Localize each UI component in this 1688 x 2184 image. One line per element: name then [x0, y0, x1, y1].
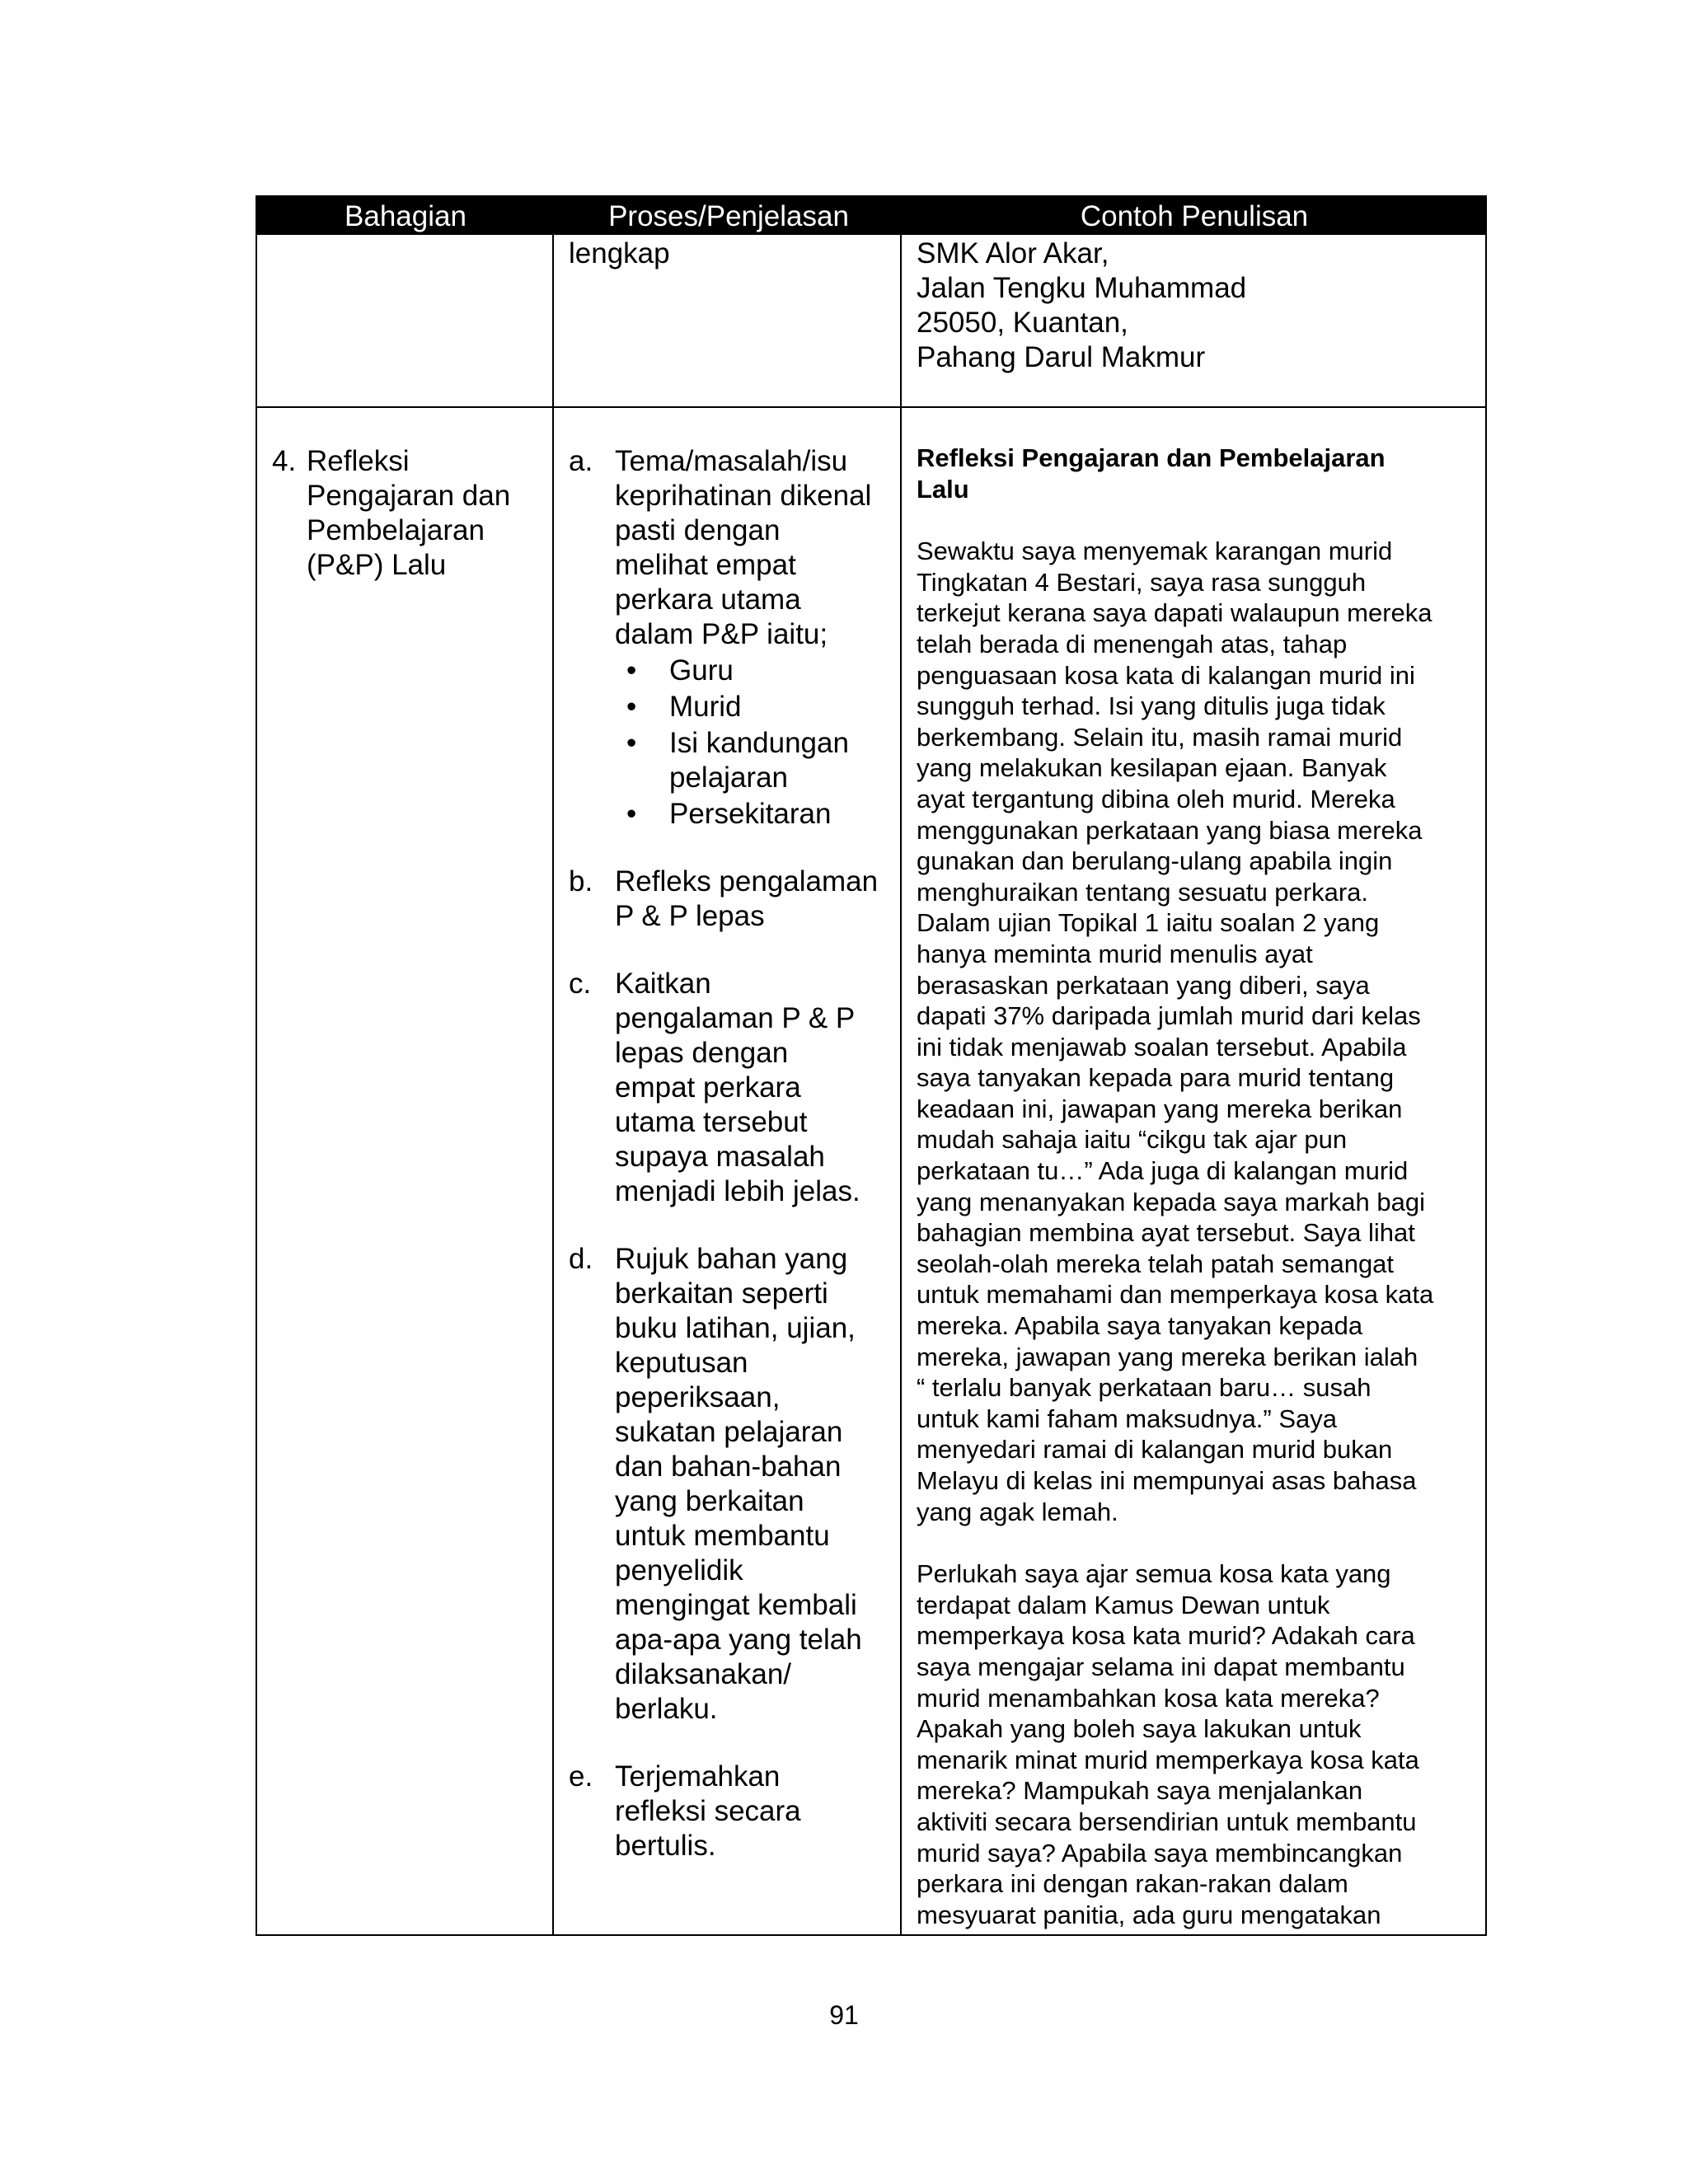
text-line: keadaan ini, jawapan yang mereka berikan	[917, 1094, 1403, 1123]
process-item-a	[569, 444, 892, 832]
text-line: empat perkara	[615, 1071, 801, 1104]
text-line: ayat tergantung dibina oleh murid. Mereka	[917, 784, 1395, 813]
bullet-text: Murid	[669, 691, 742, 723]
row1-col3-address	[917, 237, 1246, 375]
bullet-item	[615, 726, 892, 795]
bullet-item	[615, 654, 892, 688]
text-line: Pembelajaran	[307, 514, 485, 546]
page-number: 91	[829, 2000, 859, 2030]
text-line: dilaksanakan/	[615, 1658, 792, 1690]
bullet-text: pelajaran	[669, 762, 788, 794]
example-paragraph-1	[917, 536, 1477, 1527]
column-divider	[552, 197, 554, 1934]
text-line: menggunakan perkataan yang biasa mereka	[917, 815, 1423, 845]
text-line: Sewaktu saya menyemak karangan murid	[917, 537, 1393, 566]
text-line: lengkap	[569, 237, 670, 269]
process-item-b	[569, 865, 892, 934]
address-line: Pahang Darul Makmur	[917, 341, 1206, 373]
text-line: menarik minat murid memperkaya kosa kata	[917, 1745, 1419, 1774]
item-label: c.	[569, 968, 592, 1000]
text-line: supaya masalah	[615, 1141, 825, 1173]
title-line: Refleksi Pengajaran dan Pembelajaran	[917, 443, 1386, 472]
text-line: berkaitan seperti	[615, 1277, 828, 1310]
bullet-text: Persekitaran	[669, 798, 832, 830]
item-label: e.	[569, 1760, 593, 1793]
address-line: SMK Alor Akar,	[917, 237, 1109, 269]
text-line: pasti dengan	[615, 514, 781, 546]
item-label: b.	[569, 865, 593, 898]
text-line: perkara ini dengan rakan-rakan dalam	[917, 1869, 1348, 1899]
text-line: bahagian membina ayat tersebut. Saya lihat	[917, 1218, 1415, 1248]
section-number: 4.	[272, 445, 297, 477]
row2-col3-contoh	[917, 443, 1477, 1930]
bullet-text: Isi kandungan	[669, 727, 849, 759]
example-paragraph-2	[917, 1558, 1477, 1930]
text-line: memperkaya kosa kata murid? Adakah cara	[917, 1621, 1415, 1651]
text-line: sungguh terhad. Isi yang ditulis juga tidak	[917, 691, 1386, 721]
text-line: berlaku.	[615, 1693, 718, 1725]
spacer	[569, 1727, 892, 1760]
text-line: “ terlalu banyak perkataan baru… susah	[917, 1373, 1372, 1403]
text-line: hanya meminta murid menulis ayat	[917, 939, 1313, 968]
text-line: dalam P&P iaitu;	[615, 618, 828, 650]
text-line: keputusan	[615, 1347, 748, 1379]
text-line: bertulis.	[615, 1830, 716, 1862]
spacer	[569, 934, 892, 967]
text-line: Terjemahkan	[615, 1760, 781, 1793]
text-line: mengingat kembali	[615, 1589, 857, 1621]
text-line: Tingkatan 4 Bestari, saya rasa sungguh	[917, 567, 1367, 597]
text-line: untuk membantu	[615, 1520, 830, 1552]
bullet-item	[615, 690, 892, 724]
method-table	[256, 195, 1487, 1936]
text-line: yang melakukan kesilapan ejaan. Banyak	[917, 753, 1387, 783]
text-line: untuk kami faham maksudnya.” Saya	[917, 1404, 1338, 1433]
text-line: Kaitkan	[615, 968, 711, 1000]
text-line: ini tidak menjawab soalan tersebut. Apabila	[917, 1032, 1407, 1062]
bullet-icon: •	[626, 654, 637, 687]
address-line: 25050, Kuantan,	[917, 307, 1128, 339]
text-line: buku latihan, ujian,	[615, 1312, 856, 1344]
text-line: menghuraikan tentang sesuatu perkara.	[917, 877, 1369, 907]
header-contoh-penulisan: Contoh Penulisan	[1080, 200, 1309, 232]
text-line: melihat empat	[615, 549, 796, 581]
address-line: Jalan Tengku Muhammad	[917, 272, 1247, 304]
text-line: utama tersebut	[615, 1106, 808, 1138]
process-item-c	[569, 967, 892, 1209]
text-line: saya tanyakan kepada para murid tentang	[917, 1063, 1395, 1093]
row2-col1-bahagian	[272, 444, 510, 583]
spacer	[917, 1527, 1477, 1558]
text-line: berasaskan perkataan yang diberi, saya	[917, 970, 1370, 1000]
text-line: Refleksi	[307, 445, 410, 477]
bullet-text: Guru	[669, 654, 734, 687]
text-line: mesyuarat panitia, ada guru mengatakan	[917, 1900, 1381, 1929]
text-line: menjadi lebih jelas.	[615, 1175, 860, 1207]
item-label: a.	[569, 445, 593, 477]
text-line: Perlukah saya ajar semua kosa kata yang	[917, 1559, 1391, 1589]
text-line: peperiksaan,	[615, 1381, 781, 1413]
header-proses-penjelasan: Proses/Penjelasan	[608, 200, 849, 232]
text-line: Melayu di kelas ini mempunyai asas bahasa	[917, 1466, 1417, 1495]
text-line: gunakan dan berulang-ulang apabila ingin	[917, 846, 1393, 876]
item-label: d.	[569, 1243, 593, 1275]
text-line: mereka, jawapan yang mereka berikan ialah	[917, 1342, 1418, 1371]
text-line: aktiviti secara bersendirian untuk membantu	[917, 1807, 1417, 1836]
bullet-icon: •	[626, 798, 637, 830]
text-line: saya mengajar selama ini dapat membantu	[917, 1652, 1405, 1681]
text-line: yang agak lemah.	[917, 1497, 1118, 1526]
text-line: Tema/masalah/isu	[615, 445, 848, 477]
process-item-e	[569, 1760, 892, 1863]
text-line: telah berada di menengah atas, tahap	[917, 629, 1348, 658]
text-line: Pengajaran dan	[307, 480, 511, 512]
text-line: keprihatinan dikenal	[615, 480, 872, 512]
text-line: P & P lepas	[615, 900, 765, 932]
text-line: penguasaan kosa kata di kalangan murid ini	[917, 660, 1415, 690]
text-line: menyedari ramai di kalangan murid bukan	[917, 1435, 1393, 1465]
text-line: perkara utama	[615, 583, 801, 616]
text-line: sukatan pelajaran	[615, 1416, 843, 1448]
example-title	[917, 443, 1477, 504]
column-divider	[900, 197, 902, 1934]
text-line: mereka? Mampukah saya menjalankan	[917, 1776, 1363, 1806]
text-line: apa-apa yang telah	[615, 1624, 862, 1656]
text-line: penyelidik	[615, 1554, 743, 1586]
spacer	[917, 504, 1477, 536]
text-line: yang berkaitan	[615, 1485, 804, 1517]
text-line: terdapat dalam Kamus Dewan untuk	[917, 1590, 1330, 1619]
spacer	[569, 1209, 892, 1242]
text-line: perkataan tu…” Ada juga di kalangan murid	[917, 1156, 1409, 1186]
text-line: Rujuk bahan yang	[615, 1243, 848, 1275]
spacer	[569, 832, 892, 865]
text-line: Refleks pengalaman	[615, 865, 879, 898]
title-line: Lalu	[917, 474, 969, 504]
text-line: pengalaman P & P	[615, 1002, 856, 1034]
text-line: untuk memahami dan memperkaya kosa kata	[917, 1280, 1434, 1310]
text-line: mereka. Apabila saya tanyakan kepada	[917, 1311, 1363, 1341]
text-line: murid saya? Apabila saya membincangkan	[917, 1838, 1403, 1868]
row2-col2-proses	[569, 444, 892, 1863]
header-bahagian: Bahagian	[345, 200, 467, 232]
text-line: yang menanyakan kepada saya markah bagi	[917, 1187, 1425, 1216]
row-divider	[257, 406, 1485, 408]
text-line: dapati 37% daripada jumlah murid dari kelas	[917, 1001, 1421, 1031]
text-line: seolah-olah mereka telah patah semangat	[917, 1249, 1395, 1278]
bullet-icon: •	[626, 691, 637, 723]
text-line: refleksi secara	[615, 1795, 801, 1827]
text-line: lepas dengan	[615, 1037, 789, 1069]
section-item	[272, 444, 510, 583]
text-line: terkejut kerana saya dapati walaupun mereka	[917, 598, 1432, 628]
text-line: Dalam ujian Topikal 1 iaitu soalan 2 yang	[917, 908, 1380, 938]
bullet-item	[615, 797, 892, 832]
text-line: murid menambahkan kosa kata mereka?	[917, 1683, 1380, 1713]
text-line: dan bahan-bahan	[615, 1451, 842, 1483]
row1-col2	[569, 237, 670, 271]
bullet-icon: •	[626, 727, 637, 759]
text-line: mudah sahaja iaitu “cikgu tak ajar pun	[917, 1125, 1348, 1155]
text-line: Apakah yang boleh saya lakukan untuk	[917, 1714, 1362, 1744]
text-line: berkembang. Selain itu, masih ramai murid	[917, 722, 1403, 752]
text-line: (P&P) Lalu	[307, 549, 447, 581]
table-header-row	[257, 197, 1485, 235]
process-item-d	[569, 1242, 892, 1727]
